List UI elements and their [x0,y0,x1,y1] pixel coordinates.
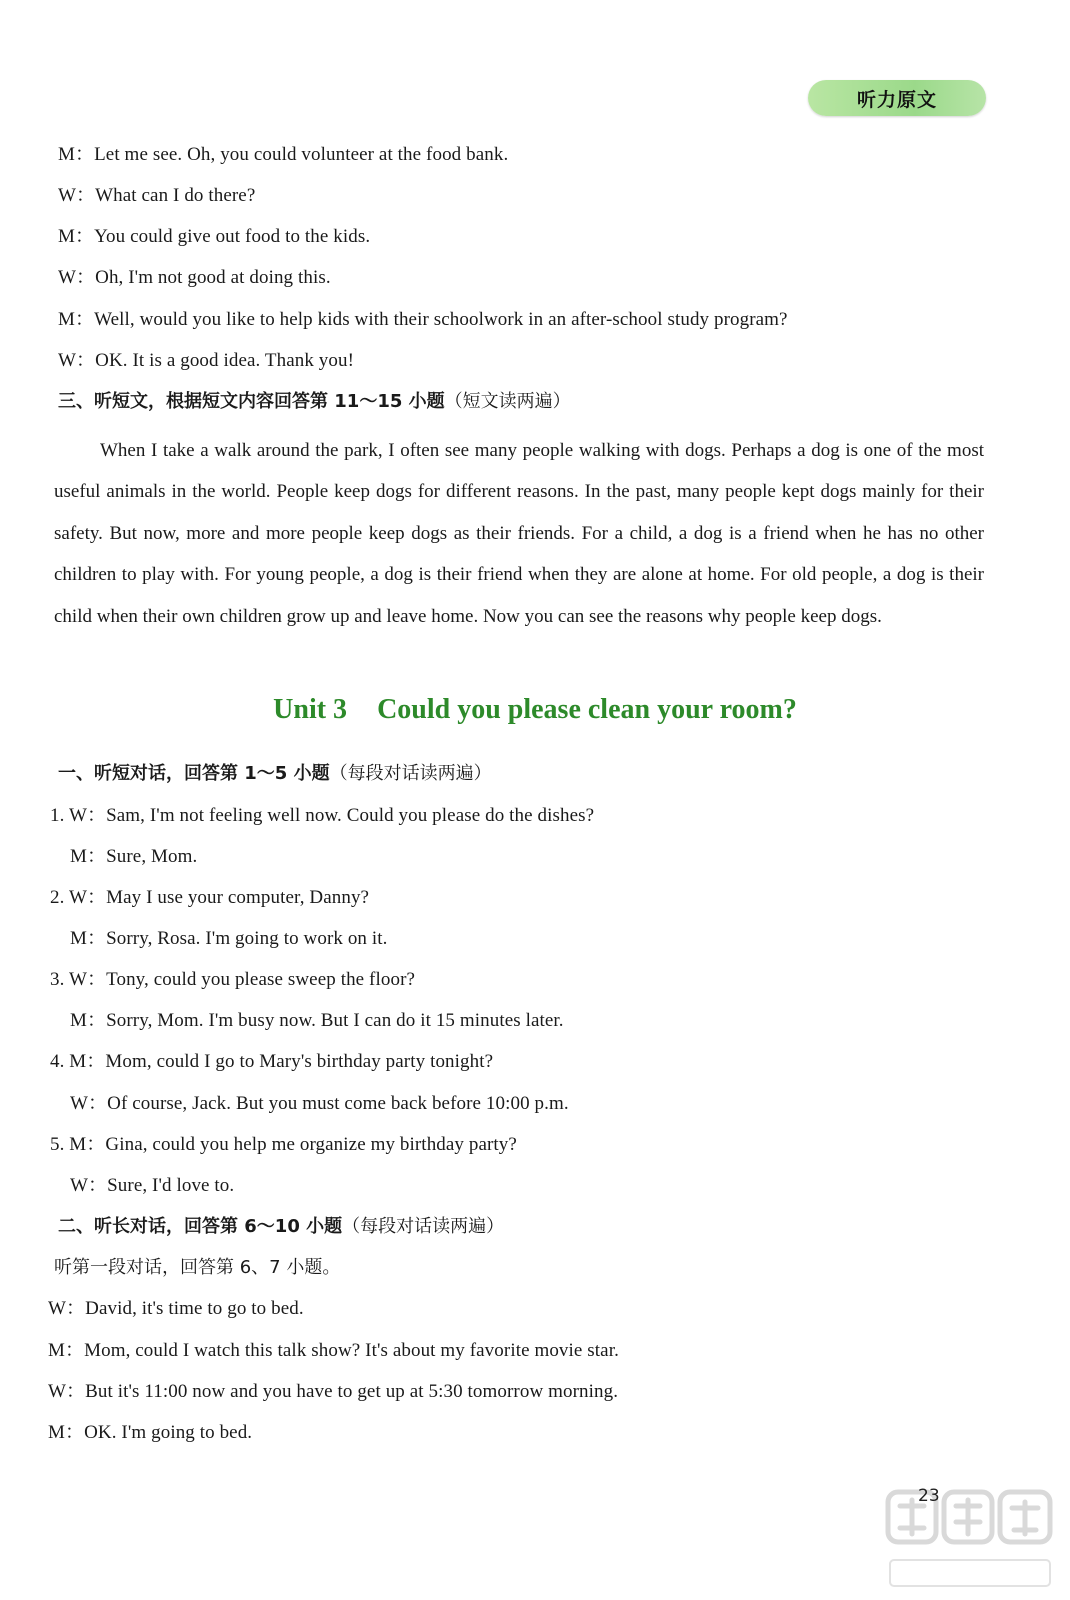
dialogue-line: W：Sure, I'd love to. [70,1175,235,1196]
section-heading-note: （每段对话读两遍） [329,763,492,784]
dialogue-line: M：You could give out food to the kids. [58,226,371,247]
dialogue-line: M：Let me see. Oh, you could volunteer at the food bank. [58,144,509,165]
dialogue-line: M：Well, would you like to help kids with their schoolwork in an after-school study program? [58,309,788,330]
dialogue-line: W：Of course, Jack. But you must come back before 10:00 p.m. [70,1093,569,1114]
dialogue-line: M：Sure, Mom. [70,846,198,867]
section-heading-text: 一、听短对话，回答第 1～5 小题 [58,763,330,784]
section-heading-2 [58,1213,504,1241]
dialogue-line: 4. M：Mom, could I go to Mary's birthday party tonight? [50,1051,494,1072]
page-number: 23 [918,1486,940,1506]
section-heading-text: 三、听短文，根据短文内容回答第 11～15 小题 [58,391,445,412]
unit-name: Could you please clean your room? [377,694,797,725]
dialogue-line: W：But it's 11:00 now and you have to get up at 5:30 tomorrow morning. [48,1381,619,1402]
section-heading-text: 二、听长对话，回答第 6～10 小题 [58,1216,343,1237]
section-heading-3 [58,388,571,416]
dialogue-line: M：Mom, could I watch this talk show? It's about my favorite movie star. [48,1340,619,1361]
section-heading-note: （每段对话读两遍） [342,1216,505,1237]
unit-number: Unit 3 [273,694,348,725]
dialogue-line: W：OK. It is a good idea. Thank you! [58,350,355,371]
dialogue-line: 2. W：May I use your computer, Danny? [50,887,370,908]
dialogue-line: M：Sorry, Mom. I'm busy now. But I can do it 15 minutes later. [70,1010,564,1031]
dialogue-line: 1. W：Sam, I'm not feeling well now. Could you please do the dishes? [50,805,595,826]
section-tab [808,80,986,116]
dialogue-line: W：What can I do there? [58,185,256,206]
section-tab-label: 听力原文 [856,88,937,111]
section-heading-1 [58,760,492,788]
listening-passage: When I take a walk around the park, I often see many people walking with dogs. Perhaps a dog is one of the most useful animals in the world. People keep dogs for different reasons. In the past, many people kept dogs mainly for their safety. But now, more and more people keep dogs as their friends. For a child, a dog is a friend when he has no other children to play with. For young people, a dog is their friend when they are alone at home. For old people, a dog is their child when their own children grow up and leave home. Now you can see the reasons why people keep dogs. [54,440,984,627]
section-heading-note: （短文读两遍） [444,391,571,412]
dialogue-line: M：OK. I'm going to bed. [48,1422,253,1443]
dialogue-line: W：David, it's time to go to bed. [48,1298,304,1319]
dialogue-line: 5. M：Gina, could you help me organize my birthday party? [50,1134,517,1155]
dialogue-line: M：Sorry, Rosa. I'm going to work on it. [70,928,388,949]
section-instruction: 听第一段对话，回答第 6、7 小题。 [54,1257,341,1278]
unit-title [0,690,1070,730]
dialogue-line: W：Oh, I'm not good at doing this. [58,267,331,288]
watermark-logo [882,1484,1062,1596]
dialogue-line: 3. W：Tony, could you please sweep the floor? [50,969,416,990]
